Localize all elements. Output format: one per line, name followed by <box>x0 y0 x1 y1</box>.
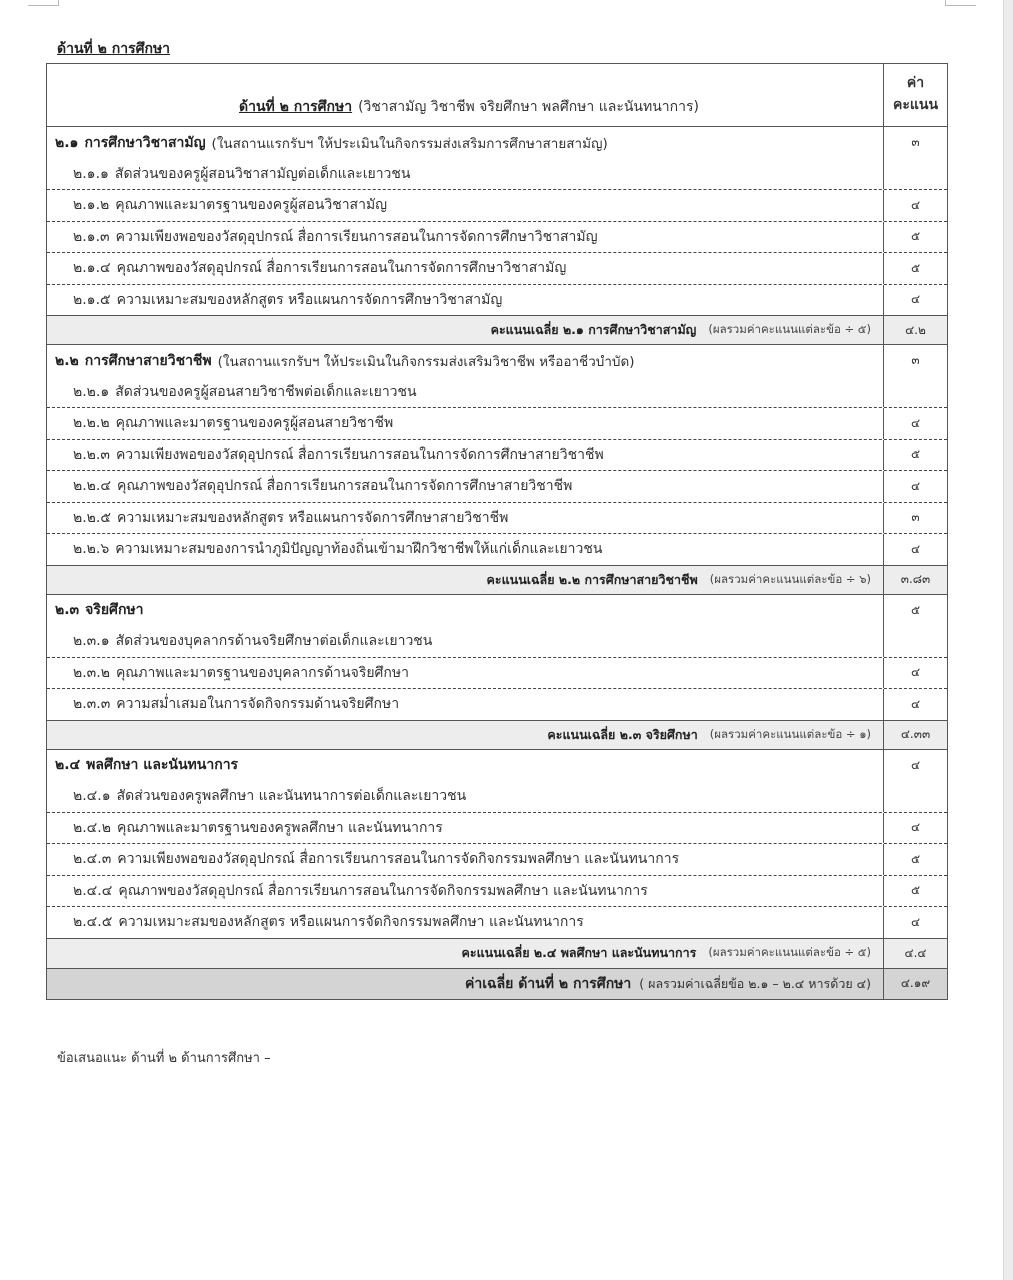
item-label: คุณภาพของวัสดุอุปกรณ์ สื่อการเรียนการสอนในการจัดกิจกรรมพลศึกษา และนันทนาการ <box>118 882 648 899</box>
item-label-cell <box>47 377 883 408</box>
table-row <box>47 689 947 721</box>
item-number: ๒.๓.๒ <box>73 664 110 681</box>
section-title: จริยศึกษา <box>85 602 144 619</box>
item-label: ความเพียงพอของวัสดุอุปกรณ์ สื่อการเรียนการสอนในการจัดการศึกษาสายวิชาชีพ <box>115 446 604 463</box>
table-body <box>47 127 947 968</box>
item-label: ความเหมาะสมของการนำภูมิปัญญาท้องถิ่นเข้ามาฝึกวิชาชีพให้แก่เด็กและเยาวชน <box>115 541 603 558</box>
item-number: ๒.๓.๑ <box>73 633 110 650</box>
section-average-note: (ผลรวมค่าคะแนนแต่ละข้อ ÷ ๕) <box>708 945 871 959</box>
item-label: คุณภาพและมาตรฐานของครูผู้สอนวิชาสามัญ <box>115 197 388 214</box>
table-header-title <box>47 64 883 126</box>
item-label: ความเหมาะสมของหลักสูตร หรือแผนการจัดการศึกษาวิชาสามัญ <box>116 291 503 308</box>
header-score-line1: ค่า <box>906 75 925 92</box>
item-label-cell <box>47 285 883 316</box>
section-number: ๒.๑ <box>55 134 79 151</box>
item-label-cell <box>47 626 883 657</box>
item-score: ๔ <box>883 471 947 502</box>
page-corner-left <box>28 0 59 6</box>
table-row <box>47 781 947 813</box>
item-label-cell <box>47 844 883 875</box>
item-label: คุณภาพและมาตรฐานของครูพลศึกษา และนันทนาการ <box>116 819 443 836</box>
item-number: ๒.๑.๕ <box>73 291 111 308</box>
table-row <box>47 190 947 222</box>
item-label-cell <box>47 222 883 253</box>
item-score: ๕ <box>883 222 947 253</box>
item-score <box>883 377 947 408</box>
section-average-score: ๔.๒ <box>883 316 947 344</box>
section-average-score: ๓.๘๓ <box>883 566 947 594</box>
section-average-row <box>47 939 947 968</box>
item-label: ความสม่ำเสมอในการจัดกิจกรรมด้านจริยศึกษา <box>116 696 400 713</box>
item-score: ๕ <box>883 876 947 907</box>
item-number: ๒.๑.๑ <box>73 165 109 182</box>
item-number: ๒.๒.๔ <box>73 478 111 495</box>
section-score: ๕ <box>883 595 947 627</box>
section-row <box>47 345 947 377</box>
section-number: ๒.๒ <box>55 352 79 369</box>
item-label-cell <box>47 190 883 221</box>
item-score <box>883 159 947 190</box>
grand-average-score: ๔.๑๙ <box>883 969 947 999</box>
table-header-row <box>47 64 947 127</box>
section-number: ๒.๓ <box>55 602 80 619</box>
item-label: คุณภาพและมาตรฐานของครูผู้สอนสายวิชาชีพ <box>115 415 394 432</box>
section-average-label: คะแนนเฉลี่ย ๒.๒ การศึกษาสายวิชาชีพ <box>486 571 698 587</box>
item-label-cell <box>47 813 883 844</box>
item-score: ๔ <box>883 190 947 221</box>
section-average-text <box>47 721 883 749</box>
section-average-label: คะแนนเฉลี่ย ๒.๔ พลศึกษา และนันทนาการ <box>461 945 697 960</box>
item-label: สัดส่วนของครูผู้สอนสายวิชาชีพต่อเด็กและเยาวชน <box>115 383 417 400</box>
table-row <box>47 253 947 285</box>
item-number: ๒.๔.๓ <box>73 851 112 868</box>
table-row <box>47 440 947 472</box>
table-row <box>47 876 947 908</box>
section-average-row <box>47 566 947 595</box>
section-average-label: คะแนนเฉลี่ย ๒.๓ จริยศึกษา <box>547 726 698 742</box>
section-average-text <box>47 566 883 594</box>
table-row <box>47 408 947 440</box>
item-score: ๕ <box>883 440 947 471</box>
section-average-label: คะแนนเฉลี่ย ๒.๑ การศึกษาวิชาสามัญ <box>490 322 697 337</box>
grand-average-row <box>47 968 947 999</box>
section-number: ๒.๔ <box>55 757 81 774</box>
header-score-line2: คะแนน <box>892 97 939 113</box>
table-row <box>47 658 947 690</box>
section-average-row <box>47 316 947 345</box>
section-note: (ในสถานแรกรับฯ ให้ประเมินในกิจกรรมส่งเสริมการศึกษาสายสามัญ) <box>211 135 608 152</box>
grand-average-text <box>47 969 883 999</box>
item-label: คุณภาพของวัสดุอุปกรณ์ สื่อการเรียนการสอนในการจัดการศึกษาวิชาสามัญ <box>116 260 567 277</box>
header-title: ด้านที่ ๒ การศึกษา <box>239 99 353 115</box>
item-score: ๔ <box>883 658 947 689</box>
item-number: ๒.๑.๒ <box>73 197 110 214</box>
item-label-cell <box>47 658 883 689</box>
item-score: ๔ <box>883 534 947 565</box>
section-score: ๓ <box>883 345 947 377</box>
table-row <box>47 222 947 254</box>
item-label-cell <box>47 876 883 907</box>
item-number: ๒.๒.๒ <box>73 415 110 432</box>
item-label-cell <box>47 689 883 720</box>
section-title-cell <box>47 345 883 377</box>
section-row <box>47 750 947 782</box>
item-label: คุณภาพของวัสดุอุปกรณ์ สื่อการเรียนการสอนในการจัดการศึกษาสายวิชาชีพ <box>116 478 573 495</box>
table-row <box>47 377 947 409</box>
section-average-text <box>47 316 883 344</box>
section-note: (ในสถานแรกรับฯ ให้ประเมินในกิจกรรมส่งเสริมวิชาชีพ หรืออาชีวบำบัด) <box>217 353 635 370</box>
item-score <box>883 781 947 812</box>
item-label-cell <box>47 534 883 565</box>
table-row <box>47 844 947 876</box>
item-number: ๒.๒.๖ <box>73 541 110 558</box>
table-row <box>47 534 947 566</box>
item-number: ๒.๒.๑ <box>73 383 110 400</box>
recommendation-text: ข้อเสนอแนะ ด้านที่ ๒ ด้านการศึกษา – <box>57 1051 271 1066</box>
item-label: สัดส่วนของบุคลากรด้านจริยศึกษาต่อเด็กและเยาวชน <box>115 633 433 650</box>
section-average-score: ๔.๔ <box>883 939 947 968</box>
item-label-cell <box>47 253 883 284</box>
item-number: ๒.๒.๕ <box>73 509 111 526</box>
item-label: ความเพียงพอของวัสดุอุปกรณ์ สื่อการเรียนการสอนในการจัดกิจกรรมพลศึกษา และนันทนาการ <box>117 851 680 868</box>
item-number: ๒.๑.๔ <box>73 260 111 277</box>
section-title: การศึกษาสายวิชาชีพ <box>84 352 212 369</box>
item-number: ๒.๔.๑ <box>73 788 111 805</box>
item-score <box>883 626 947 657</box>
section-title-cell <box>47 127 883 159</box>
section-average-text <box>47 939 883 968</box>
item-label-cell <box>47 503 883 534</box>
item-label-cell <box>47 440 883 471</box>
item-label: ความเหมาะสมของหลักสูตร หรือแผนการจัดการศึกษาสายวิชาชีพ <box>116 509 509 526</box>
item-number: ๒.๑.๓ <box>73 228 110 245</box>
item-number: ๒.๔.๔ <box>73 882 113 899</box>
item-score: ๕ <box>883 844 947 875</box>
item-number: ๒.๔.๕ <box>73 914 113 931</box>
section-row <box>47 127 947 159</box>
scrollbar-track[interactable] <box>1003 0 1013 1280</box>
item-label: ความเพียงพอของวัสดุอุปกรณ์ สื่อการเรียนการสอนในการจัดการศึกษาวิชาสามัญ <box>115 228 598 245</box>
item-label-cell <box>47 781 883 812</box>
section-average-note: (ผลรวมค่าคะแนนแต่ละข้อ ÷ ๖) <box>709 571 871 586</box>
header-score-column <box>883 64 947 126</box>
table-row <box>47 503 947 535</box>
score-table <box>46 63 948 1000</box>
grand-average-note: ( ผลรวมค่าเฉลี่ยข้อ ๒.๑ – ๒.๔ หารด้วย ๔) <box>639 975 871 991</box>
page-title: ด้านที่ ๒ การศึกษา <box>57 41 171 57</box>
item-number: ๒.๔.๒ <box>73 819 111 836</box>
table-row <box>47 626 947 658</box>
section-title-cell <box>47 750 883 782</box>
header-subtitle: (วิชาสามัญ วิชาชีพ จริยศึกษา พลศึกษา และนันทนาการ) <box>358 99 699 115</box>
item-score: ๔ <box>883 408 947 439</box>
table-row <box>47 907 947 939</box>
grand-average-label: ค่าเฉลี่ย ด้านที่ ๒ การศึกษา <box>465 975 632 992</box>
table-row <box>47 159 947 191</box>
item-label-cell <box>47 408 883 439</box>
item-score: ๔ <box>883 907 947 938</box>
section-title: พลศึกษา และนันทนาการ <box>86 757 239 774</box>
table-row <box>47 285 947 317</box>
item-score: ๓ <box>883 503 947 534</box>
item-label: สัดส่วนของครูผู้สอนวิชาสามัญต่อเด็กและเยาวชน <box>114 165 411 182</box>
item-score: ๕ <box>883 253 947 284</box>
section-average-score: ๔.๓๓ <box>883 721 947 749</box>
section-average-note: (ผลรวมค่าคะแนนแต่ละข้อ ÷ ๑) <box>709 726 871 741</box>
item-label: คุณภาพและมาตรฐานของบุคลากรด้านจริยศึกษา <box>115 664 409 681</box>
section-title: การศึกษาวิชาสามัญ <box>84 134 206 151</box>
item-score: ๔ <box>883 813 947 844</box>
section-row <box>47 595 947 627</box>
item-label-cell <box>47 471 883 502</box>
section-score: ๔ <box>883 750 947 782</box>
table-row <box>47 471 947 503</box>
section-title-cell <box>47 595 883 627</box>
section-score: ๓ <box>883 127 947 159</box>
table-row <box>47 813 947 845</box>
item-score: ๔ <box>883 285 947 316</box>
page-corner-right <box>945 0 976 6</box>
item-label: สัดส่วนของครูพลศึกษา และนันทนาการต่อเด็กและเยาวชน <box>116 788 467 805</box>
item-label-cell <box>47 907 883 938</box>
section-average-row <box>47 721 947 750</box>
item-label-cell <box>47 159 883 190</box>
item-number: ๒.๓.๓ <box>73 696 111 713</box>
item-label: ความเหมาะสมของหลักสูตร หรือแผนการจัดกิจกรรมพลศึกษา และนันทนาการ <box>118 914 584 931</box>
item-number: ๒.๒.๓ <box>73 446 110 463</box>
section-average-note: (ผลรวมค่าคะแนนแต่ละข้อ ÷ ๕) <box>708 322 871 336</box>
item-score: ๔ <box>883 689 947 720</box>
